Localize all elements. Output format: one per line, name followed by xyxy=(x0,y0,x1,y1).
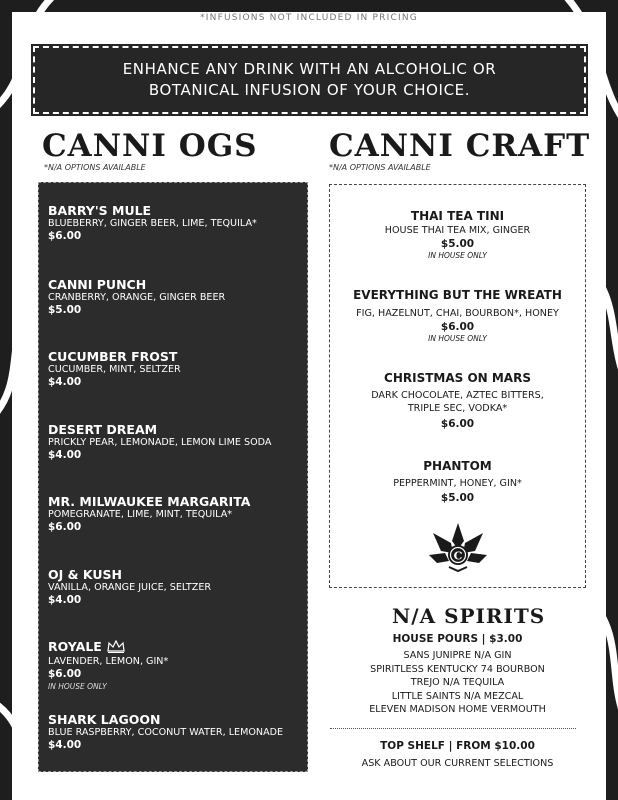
drink-thai-tea-tini xyxy=(330,208,585,261)
drink-phantom xyxy=(330,458,585,505)
drink-christmas-on-mars xyxy=(330,370,585,431)
canni-craft-panel xyxy=(329,184,586,588)
canni-craft-na-note: *N/A OPTIONS AVAILABLE xyxy=(329,163,431,172)
drink-description-line-2: TRIPLE SEC, VODKA* xyxy=(407,403,508,414)
drink-name: DESERT DREAM xyxy=(48,422,158,437)
banner-line-1: ENHANCE ANY DRINK WITH AN ALCOHOLIC OR xyxy=(122,60,497,78)
drink-name: OJ & KUSH xyxy=(48,567,122,582)
drink-name: THAI TEA TINI xyxy=(410,209,505,223)
drink-name: CANNI PUNCH xyxy=(48,277,147,292)
drink-price: $6.00 xyxy=(440,321,475,333)
drink-price: $4.00 xyxy=(48,739,82,751)
drink-price: $6.00 xyxy=(48,521,82,533)
drink-price: $6.00 xyxy=(48,667,82,680)
drink-description: CUCUMBER, MINT, SELTZER xyxy=(48,364,181,375)
canni-logo-icon xyxy=(427,521,489,577)
canni-ogs-heading: CANNI OGS xyxy=(42,128,258,164)
svg-text:C: C xyxy=(453,549,463,563)
drink-name: CUCUMBER FROST xyxy=(48,349,178,364)
drink-description: POMEGRANATE, LIME, MINT, TEQUILA* xyxy=(48,509,233,520)
drink-name: EVERYTHING BUT THE WREATH xyxy=(353,288,562,302)
drink-oj-and-kush xyxy=(48,567,211,607)
drink-price: $4.00 xyxy=(48,449,82,461)
in-house-only-note: IN HOUSE ONLY xyxy=(428,251,487,260)
drink-canni-punch xyxy=(48,277,225,317)
crown-icon xyxy=(106,640,126,656)
na-spirits-heading: N/A SPIRITS xyxy=(392,604,546,628)
spirit-item: LITTLE SAINTS N/A MEZCAL xyxy=(391,690,524,702)
in-house-only-note: IN HOUSE ONLY xyxy=(428,334,487,343)
canni-craft-heading: CANNI CRAFT xyxy=(329,128,591,164)
drink-description: LAVENDER, LEMON, GIN* xyxy=(48,655,169,667)
section-divider xyxy=(330,728,576,729)
canni-ogs-na-note: *N/A OPTIONS AVAILABLE xyxy=(44,163,146,172)
drink-price: $4.00 xyxy=(48,594,82,606)
drink-mr-milwaukee-margarita xyxy=(48,494,250,534)
spirit-item: SPIRITLESS KENTUCKY 74 BOURBON xyxy=(370,663,545,675)
canni-ogs-panel xyxy=(38,182,308,772)
drink-barrys-mule xyxy=(48,203,257,243)
drink-name: BARRY'S MULE xyxy=(48,203,152,218)
drink-description: PRICKLY PEAR, LEMONADE, LEMON LIME SODA xyxy=(48,437,272,448)
drink-price: $6.00 xyxy=(48,230,82,242)
drink-price: $6.00 xyxy=(440,418,475,430)
spirit-item: ELEVEN MADISON HOME VERMOUTH xyxy=(369,704,546,715)
drink-description: VANILLA, ORANGE JUICE, SELTZER xyxy=(48,582,212,593)
drink-price: $5.00 xyxy=(440,492,475,504)
infusion-banner xyxy=(33,46,586,114)
drink-description: HOUSE THAI TEA MIX, GINGER xyxy=(384,225,531,236)
drink-everything-but-the-wreath xyxy=(330,287,585,344)
spirit-item: SANS JUNIPRE N/A GIN xyxy=(403,650,512,661)
drink-cucumber-frost xyxy=(48,349,181,389)
drink-description: DARK CHOCOLATE, AZTEC BITTERS, xyxy=(371,390,544,401)
drink-name: ROYALE xyxy=(48,639,102,654)
drink-price: $5.00 xyxy=(48,304,82,316)
drink-description: BLUEBERRY, GINGER BEER, LIME, TEQUILA* xyxy=(48,218,257,229)
drink-price: $5.00 xyxy=(440,238,475,250)
drink-name: SHARK LAGOON xyxy=(48,712,161,727)
drink-name: CHRISTMAS ON MARS xyxy=(384,371,531,385)
drink-royale xyxy=(48,639,168,692)
drink-description: FIG, HAZELNUT, CHAI, BOURBON*, HONEY xyxy=(356,308,559,319)
spirit-item: TREJO N/A TEQUILA xyxy=(410,677,505,688)
house-pours-label: HOUSE POURS | $3.00 xyxy=(392,633,523,645)
drink-name-row xyxy=(48,639,168,656)
drink-name: MR. MILWAUKEE MARGARITA xyxy=(48,494,251,509)
drink-description: PEPPERMINT, HONEY, GIN* xyxy=(393,478,522,489)
drink-name: PHANTOM xyxy=(423,459,492,473)
drink-price: $4.00 xyxy=(48,376,82,388)
drink-description: CRANBERRY, ORANGE, GINGER BEER xyxy=(48,292,226,303)
top-shelf-note: ASK ABOUT OUR CURRENT SELECTIONS xyxy=(361,758,554,769)
banner-line-2: BOTANICAL INFUSION OF YOUR CHOICE. xyxy=(148,81,471,99)
drink-shark-lagoon xyxy=(48,712,283,752)
drink-desert-dream xyxy=(48,422,271,462)
in-house-only-note: IN HOUSE ONLY xyxy=(48,681,107,691)
top-shelf-section xyxy=(329,739,586,771)
drink-description: BLUE RASPBERRY, COCONUT WATER, LEMONADE xyxy=(48,727,284,738)
infusion-pricing-note: *INFUSIONS NOT INCLUDED IN PRICING xyxy=(200,13,418,23)
top-shelf-label: TOP SHELF | FROM $10.00 xyxy=(380,740,535,752)
house-pours-section xyxy=(329,632,586,717)
